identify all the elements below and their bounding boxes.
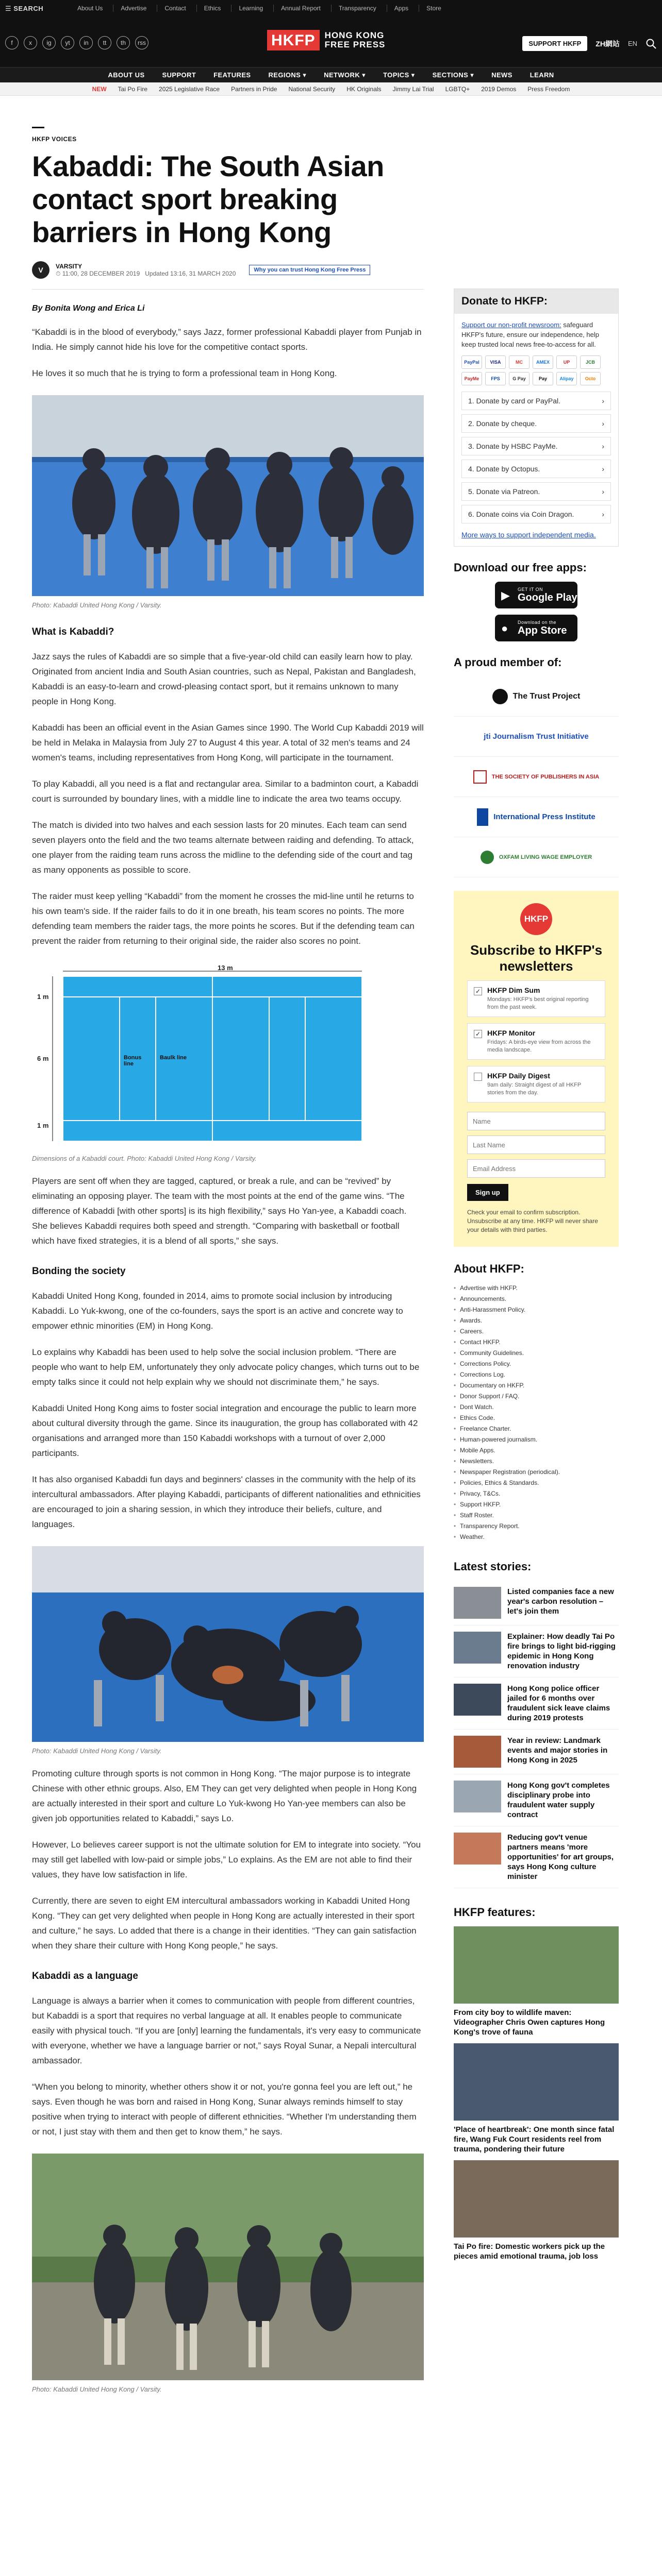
english-site-link[interactable]: EN — [627, 40, 637, 47]
payment-icon: PayPal — [461, 355, 482, 369]
nav-item[interactable]: NEWS — [491, 71, 512, 79]
payment-methods — [454, 349, 618, 387]
author-avatar: V — [32, 261, 49, 279]
about-title: About HKFP: — [454, 1262, 524, 1275]
utility-link[interactable]: Annual Report — [273, 5, 321, 12]
payment-icon: PayMe — [461, 372, 482, 385]
feature-image — [454, 2043, 619, 2121]
story-thumbnail — [454, 1632, 501, 1664]
court-width-label: 13 m — [218, 964, 233, 972]
author-name[interactable]: VARSITY — [56, 262, 82, 270]
first-name-input[interactable] — [467, 1112, 605, 1130]
about-link[interactable]: • Newsletters. — [454, 1456, 619, 1467]
member-name: OXFAM LIVING WAGE EMPLOYER — [499, 854, 592, 860]
court-side-label: 1 m — [37, 1122, 49, 1129]
new-badge: NEW — [92, 85, 107, 93]
payment-icon: JCB — [580, 355, 601, 369]
site-header — [0, 0, 662, 67]
feature-image — [454, 1926, 619, 2004]
email-input[interactable] — [467, 1159, 605, 1178]
youtube-icon[interactable]: yt — [61, 36, 74, 49]
newsletter-option-text — [487, 986, 599, 1011]
payment-icon: Octo — [580, 372, 601, 385]
donate-option-label: 2. Donate by cheque. — [468, 419, 537, 428]
nav-item[interactable]: SECTIONS ▾ — [432, 71, 474, 79]
byline: By Bonita Wong and Erica Li — [32, 304, 145, 313]
payment-icon: FPS — [485, 372, 506, 385]
feature-item[interactable] — [454, 2043, 619, 2154]
newsletter-option-text — [487, 1029, 599, 1054]
paragraph: Promoting culture through sports is not common in Hong Kong. “The major purpose is to integrate Chinese with other ethnic groups. Also, EM They can get very delighted when people in Hong Kong are actually interested in their sport and culture Lo Yuk-kwong Ho Yan-yee members can also be given job opportunities related to Kabaddi,” says Lo. — [32, 1769, 417, 1823]
clock-icon: ⏱ — [56, 269, 61, 277]
payment-icon: Alipay — [556, 372, 577, 385]
logo-line: HONG KONG — [324, 30, 385, 40]
section-tag[interactable]: HKFP VOICES — [32, 135, 77, 143]
feature-title: From city boy to wildlife maven: Videographer Chris Owen captures Hong Kong's trove of fauna — [454, 2008, 605, 2037]
topic-link[interactable]: Jimmy Lai Trial — [392, 85, 434, 93]
donate-intro-link[interactable]: Support our non-profit newsroom: — [461, 321, 561, 329]
member-logo[interactable] — [454, 676, 619, 717]
about-link[interactable]: • Dont Watch. — [454, 1402, 619, 1413]
chevron-right-icon: › — [602, 397, 604, 405]
chevron-right-icon: › — [602, 510, 604, 518]
paragraph: Players are sent off when they are tagged, captured, or break a rule, and can be “revived” by eliminating an opposing player. The team with the most points at the end of the game wins. “The difference of Kabaddi [with other sports] is its high flexibility,” says Ho Yan-yee, a Kabaddi coach. She believes Kabaddi requires both speed and strength. “Comparing with basketball or football which have fixed strategies, it is a blend of all sports,” she says. — [32, 1176, 407, 1246]
member-logo[interactable] — [454, 717, 619, 757]
donate-option-label: 4. Donate by Octopus. — [468, 465, 540, 473]
apps-section — [454, 561, 619, 641]
google-play-icon: ▶ — [501, 589, 510, 602]
payment-icon: G Pay — [509, 372, 529, 385]
member-name: THE SOCIETY OF PUBLISHERS IN ASIA — [491, 773, 600, 780]
topic-link[interactable]: 2019 Demos — [481, 85, 517, 93]
story-thumbnail — [454, 1781, 501, 1812]
newsletter-box — [454, 891, 619, 1247]
ipi-icon — [477, 808, 488, 826]
utility-link[interactable]: Learning — [231, 5, 263, 12]
donate-option-label: 3. Donate by HSBC PayMe. — [468, 442, 558, 450]
main-nav — [0, 67, 662, 82]
about-links — [454, 1283, 619, 1543]
paragraph: “Kabaddi is in the blood of everybody,” says Jazz, former professional Kabaddi player from Punjab in India. He simply cannot hide his love for the competitive contact sports. — [32, 327, 422, 352]
payment-icon: UP — [556, 355, 577, 369]
app-store-button[interactable] — [495, 615, 577, 641]
nav-item[interactable]: LEARN — [529, 71, 554, 79]
chevron-right-icon: › — [602, 465, 604, 473]
story-item[interactable] — [454, 1581, 619, 1625]
article-meta — [32, 261, 424, 279]
baulk-line-label: Baulk line — [160, 1055, 187, 1061]
utility-link[interactable]: Apps — [387, 5, 408, 12]
search-icon[interactable] — [646, 38, 657, 49]
feature-title: 'Place of heartbreak': One month since fatal fire, Wang Fuk Court residents reel from trauma, pondering their future — [454, 2125, 615, 2154]
support-button[interactable]: SUPPORT HKFP — [522, 36, 587, 51]
instagram-icon[interactable]: ig — [42, 36, 56, 49]
paragraph: Language is always a barrier when it comes to communication with people from different countries, but Kabaddi is a sport that requires no verbal language at all. It enables people to communicate easily with physical touch. “If you are [only] learning the fundamentals, it's very easy to communicate with everyone, whether we have a language barrier or not,” says Royal Sunar, a Nepali intercultural ambassador. — [32, 1996, 421, 2065]
topics-bar — [0, 82, 662, 96]
header-actions — [522, 36, 657, 51]
meta-dates — [56, 270, 236, 278]
nav-item[interactable]: REGIONS ▾ — [268, 71, 307, 79]
features-title: HKFP features: — [454, 1906, 536, 1919]
newsletter-logo: HKFP — [520, 903, 552, 935]
paragraph: Kabaddi has been an official event in the Asian Games since 1990. The World Cup Kabaddi 2019 will be held in Melaka in Malaysia from July 27 to August 4 this year. A total of 32 men's teams and 24 women's teams, including representatives from Hong Kong, will participate in the tournament. — [32, 723, 424, 762]
published-date: 11:00, 28 DECEMBER 2019 — [62, 269, 140, 277]
subheading: Kabaddi as a language — [32, 1971, 138, 1981]
member-logo[interactable] — [454, 757, 619, 797]
feature-title: Tai Po fire: Domestic workers pick up the pieces amid emotional trauma, job loss — [454, 2242, 605, 2261]
about-link[interactable]: • Contact HKFP. — [454, 1337, 619, 1348]
newsletter-note: Check your email to confirm subscription. Unsubscribe at any time. HKFP will never share your details with third parties. — [467, 1209, 598, 1233]
story-item[interactable] — [454, 1677, 619, 1730]
updated-date: Updated 13:16, 31 MARCH 2020 — [145, 269, 236, 277]
members-title: A proud member of: — [454, 656, 562, 669]
member-logo[interactable] — [454, 837, 619, 877]
paragraph: “When you belong to minority, whether others show it or not, you're gonna feel you are left out,” he says. Even though he was born and raised in Hong Kong, Sunar always reminds himself to stay positive when trying to interact with people of different ethnicities. “Whether I'm understanding them or not, I just stay with them and then get to know them,” he says. — [32, 2082, 417, 2137]
feature-image — [454, 2160, 619, 2238]
article-title: Kabaddi: The South Asian contact sport breaking barriers in Hong Kong — [32, 150, 384, 248]
member-logo[interactable] — [454, 797, 619, 837]
about-link[interactable]: • Anti-Harassment Policy. — [454, 1304, 619, 1315]
paragraph: Jazz says the rules of Kabaddi are so simple that a five-year-old child can easily learn how to play. Originated from ancient India and South Asian countries, such as Nepal, Pakistan and Bangladesh, Kabaddi is an easy-to-learn and crowd-pleasing contact sport, but it remains unknown to many people in Hong Kong. — [32, 652, 416, 706]
donate-title: Donate to HKFP: — [454, 289, 618, 314]
article-photo — [32, 1546, 424, 1742]
latest-title: Latest stories: — [454, 1560, 532, 1573]
apple-icon: ● — [501, 622, 508, 635]
story-title: Hong Kong gov't completes disciplinary probe into fraudulent water supply contract — [507, 1781, 610, 1819]
about-link[interactable]: • Community Guidelines. — [454, 1348, 619, 1359]
about-link[interactable]: • Corrections Log. — [454, 1369, 619, 1380]
court-side-label: 1 m — [37, 993, 49, 1001]
about-link[interactable]: • Donor Support / FAQ. — [454, 1391, 619, 1402]
newsletter-option-title: HKFP Daily Digest — [487, 1072, 550, 1080]
topic-link[interactable]: Tai Po Fire — [118, 85, 148, 93]
topic-link[interactable]: LGBTQ+ — [445, 85, 470, 93]
topic-link[interactable]: Partners in Pride — [231, 85, 277, 93]
story-thumbnail — [454, 1833, 501, 1865]
store-small-text: GET IT ON — [518, 586, 543, 592]
donate-option-label: 6. Donate coins via Coin Dragon. — [468, 510, 574, 518]
utility-link[interactable]: Transparency — [331, 5, 376, 12]
payment-icon: VISA — [485, 355, 506, 369]
paragraph: The raider must keep yelling “Kabaddi” from the moment he crosses the mid-line until he returns to his own team's side. If the raider fails to do it in one breath, his team scores no points. The more defending team members the raider tags, the more points he scores. But if the defending team can prevent the raider from returning to their original side, the raider also scores no point. — [32, 891, 415, 946]
about-link[interactable]: • Documentary on HKFP. — [454, 1380, 619, 1391]
topic-link[interactable]: 2025 Legislative Race — [159, 85, 220, 93]
about-link[interactable]: • Advertise with HKFP. — [454, 1283, 619, 1294]
donate-option[interactable] — [461, 460, 611, 478]
paragraph: Kabaddi United Hong Kong, founded in 2014, aims to promote social inclusion by introducing Kabaddi. Lo Yuk-kwong, one of the co-founders, says the sport is an active and concrete way to empower ethnic minorities (EM) in Hong Kong. — [32, 1291, 403, 1331]
newsletter-checkbox[interactable]: ✓ — [474, 1030, 482, 1038]
paragraph: It has also organised Kabaddi fun days and beginners' classes in the community with the help of its intercultural ambassadors. After playing Kabaddi, participants of different nationalities and ethnicities are encouraged to join a sharing session, in which they introduce their beliefs, culture, and languages. — [32, 1475, 421, 1529]
donate-option-label: 5. Donate via Patreon. — [468, 487, 540, 496]
story-title: Listed companies face a new year's carbon resolution – let's join them — [507, 1587, 614, 1616]
about-link[interactable]: • Human-powered journalism. — [454, 1434, 619, 1445]
about-link[interactable]: • Privacy, T&Cs. — [454, 1488, 619, 1499]
subheading: What is Kabaddi? — [32, 626, 114, 637]
about-link[interactable]: • Careers. — [454, 1326, 619, 1337]
story-thumbnail — [454, 1587, 501, 1619]
about-link[interactable]: • Staff Roster. — [454, 1510, 619, 1521]
article-photo — [32, 2154, 424, 2380]
paragraph: He loves it so much that he is trying to form a professional team in Hong Kong. — [32, 368, 337, 378]
story-thumbnail — [454, 1684, 501, 1716]
facebook-icon[interactable]: f — [5, 36, 19, 49]
tiktok-icon[interactable]: tt — [98, 36, 111, 49]
utility-link[interactable]: Contact — [157, 5, 186, 12]
story-title: Hong Kong police officer jailed for 6 months over fraudulent sick leave claims during 2019 protests — [507, 1684, 610, 1722]
about-link[interactable]: • Ethics Code. — [454, 1413, 619, 1423]
newsletter-option-title: HKFP Monitor — [487, 1029, 536, 1037]
photo-outdoor-game — [32, 2154, 424, 2380]
payment-icon: MC — [509, 355, 529, 369]
more-ways-link[interactable]: More ways to support independent media. — [461, 531, 596, 539]
donate-option[interactable] — [461, 482, 611, 501]
member-name: jti Journalism Trust Initiative — [484, 732, 589, 741]
sidebar — [454, 289, 619, 2261]
paragraph: Kabaddi United Hong Kong aims to foster social integration and encourage the public to learn more about cultural diversity through the game. Since its inauguration, the group has collaborated with 42 organisations and arranged more than 150 Kabaddi workshops with a turnout of over 2,000 participants. — [32, 1403, 418, 1458]
members-section — [454, 656, 619, 877]
search-label: SEARCH — [13, 5, 44, 12]
menu-icon: ☰ — [5, 5, 12, 12]
logo-words — [325, 31, 386, 49]
paragraph: The match is divided into two halves and each session lasts for 20 minutes. Each team can send seven players onto the field and the two teams alternate between raiding and defending. To attack, one player from the raiding team runs across the midline to the defending side of the court and tag as many opponents as possible to score. — [32, 820, 414, 875]
utility-links — [77, 5, 441, 12]
story-title: Reducing gov't venue partners means 'more opportunities' for art groups, says Hong Kong culture minister — [507, 1833, 614, 1881]
paragraph: However, Lo believes career support is not the ultimate solution for EM to integrate into society. “You may still get labelled with low-paid or simple jobs,” Lo explains. As the EM are not able to find their values, they have low satisfaction in life. — [32, 1840, 421, 1879]
newsletter-option-desc: Fridays: A birds-eye view from across the media landscape. — [487, 1039, 591, 1053]
nav-item[interactable]: FEATURES — [213, 71, 251, 79]
nav-item[interactable]: TOPICS ▾ — [383, 71, 415, 79]
donate-option[interactable] — [461, 392, 611, 410]
story-title: Year in review: Landmark events and major stories in Hong Kong in 2025 — [507, 1736, 608, 1765]
store-big-text: Google Play — [518, 591, 577, 603]
paragraph: To play Kabaddi, all you need is a flat and rectangular area. Similar to a badminton court, a Kabaddi court is surrounded by boundary lines, with a middle line to indicate the area two teams occupy. — [32, 779, 419, 804]
about-link[interactable]: • Policies, Ethics & Standards. — [454, 1478, 619, 1488]
donate-option[interactable] — [461, 414, 611, 433]
x-icon[interactable]: x — [24, 36, 37, 49]
photo-caption: Photo: Kabaddi United Hong Kong / Varsity. — [32, 601, 162, 609]
trust-link[interactable]: Why you can trust Hong Kong Free Press — [249, 265, 370, 275]
payment-icon: AMEX — [533, 355, 553, 369]
about-section — [454, 1262, 619, 1543]
google-play-button[interactable] — [495, 582, 577, 608]
about-link[interactable]: • Freelance Charter. — [454, 1423, 619, 1434]
linkedin-icon[interactable]: in — [79, 36, 93, 49]
donate-box — [454, 289, 619, 547]
about-link[interactable]: • Announcements. — [454, 1294, 619, 1304]
trust-project-icon — [492, 689, 508, 704]
court-diagram — [32, 964, 424, 1149]
newsletter-option[interactable] — [467, 1066, 605, 1103]
feature-item[interactable] — [454, 2160, 619, 2261]
newsletter-option[interactable] — [467, 1023, 605, 1060]
about-link[interactable]: • Awards. — [454, 1315, 619, 1326]
threads-icon[interactable]: th — [117, 36, 130, 49]
section-rule — [32, 127, 44, 128]
story-item[interactable] — [454, 1774, 619, 1826]
paragraph: Currently, there are seven to eight EM intercultural ambassadors working in Kabaddi United Hong Kong. “They can get very delighted when people in Hong Kong are actually interested in their sport and culture,” he says. Lo added that there is a change in their identities. “They can gain satisfaction when they share their culture with Hong Kong people,” he says. — [32, 1896, 417, 1951]
search-button[interactable] — [5, 5, 43, 13]
features-section — [454, 1906, 619, 2261]
story-item[interactable] — [454, 1625, 619, 1677]
about-link[interactable]: • Weather. — [454, 1532, 619, 1543]
donate-option[interactable] — [461, 505, 611, 523]
chevron-right-icon: › — [602, 487, 604, 496]
bonus-line-label: Bonus line — [124, 1055, 142, 1067]
story-title: Explainer: How deadly Tai Po fire brings to light bid-rigging epidemic in Hong Kong renovation industry — [507, 1632, 616, 1670]
newsletter-option-desc: Mondays: HKFP's best original reporting from the past week. — [487, 996, 589, 1010]
latest-stories — [454, 1560, 619, 1888]
newsletter-option-title: HKFP Dim Sum — [487, 986, 540, 994]
about-link[interactable]: • Newspaper Registration (periodical). — [454, 1467, 619, 1478]
store-big-text: App Store — [518, 624, 567, 636]
logo-mark: HKFP — [267, 30, 320, 50]
photo-caption: Photo: Kabaddi United Hong Kong / Varsity. — [32, 1747, 162, 1755]
site-logo[interactable] — [267, 30, 385, 50]
court-drawing — [32, 964, 424, 1149]
utility-link[interactable]: Store — [419, 5, 441, 12]
signup-button[interactable]: Sign up — [467, 1184, 508, 1201]
about-link[interactable]: • Support HKFP. — [454, 1499, 619, 1510]
topic-link[interactable]: Press Freedom — [527, 85, 570, 93]
about-link[interactable]: • Corrections Policy. — [454, 1359, 619, 1369]
newsletter-checkbox[interactable]: ✓ — [474, 987, 482, 995]
rss-icon[interactable]: rss — [135, 36, 148, 49]
article — [32, 127, 424, 2393]
meta-text — [56, 263, 236, 278]
logo-line: FREE PRESS — [324, 40, 386, 49]
topic-link[interactable]: National Security — [288, 85, 336, 93]
about-link[interactable]: • Mobile Apps. — [454, 1445, 619, 1456]
donate-option[interactable] — [461, 437, 611, 455]
utility-link[interactable]: Ethics — [196, 5, 221, 12]
store-small-text: Download on the — [518, 619, 557, 625]
chevron-right-icon: › — [602, 442, 604, 450]
utility-link[interactable]: Advertise — [113, 5, 146, 12]
donate-option-label: 1. Donate by card or PayPal. — [468, 397, 560, 405]
member-name: The Trust Project — [512, 691, 581, 701]
nav-item[interactable]: NETWORK ▾ — [324, 71, 366, 79]
diagram-caption: Dimensions of a Kabaddi court. Photo: Kabaddi United Hong Kong / Varsity. — [32, 1155, 257, 1162]
photo-players-tackle — [32, 1546, 424, 1742]
last-name-input[interactable] — [467, 1136, 605, 1154]
photo-players-training — [32, 395, 424, 596]
photo-caption: Photo: Kabaddi United Hong Kong / Varsity. — [32, 2385, 162, 2393]
member-name: International Press Institute — [493, 812, 595, 821]
newsletter-checkbox[interactable] — [474, 1073, 482, 1081]
chevron-right-icon: › — [602, 419, 604, 428]
donate-intro — [454, 314, 618, 349]
newsletter-option-text — [487, 1072, 599, 1097]
sopa-icon — [473, 770, 487, 784]
oxfam-icon — [481, 851, 494, 864]
nav-item[interactable]: SUPPORT — [162, 71, 196, 79]
newsletter-title: Subscribe to HKFP's newsletters — [470, 942, 603, 974]
story-item[interactable] — [454, 1826, 619, 1888]
article-photo — [32, 395, 424, 596]
story-item[interactable] — [454, 1730, 619, 1774]
chinese-site-link[interactable]: ZH網站 — [595, 39, 620, 48]
donate-intro-text: safeguard HKFP's future, ensure our independence, help keep trusted local news free-to-access for all. — [461, 321, 599, 348]
paragraph: Lo explains why Kabaddi has been used to help solve the social inclusion problem. “There are people who want to help EM, unfortunately they only advocate policy changes, which turns out to be empty talks since it could not help explain why we should not discriminate them,” he says. — [32, 1347, 420, 1387]
newsletter-option-desc: 9am daily: Straight digest of all HKFP stories from the day. — [487, 1082, 581, 1096]
newsletter-option[interactable] — [467, 980, 605, 1017]
feature-item[interactable] — [454, 1926, 619, 2037]
about-link[interactable]: • Transparency Report. — [454, 1521, 619, 1532]
social-links — [5, 36, 148, 49]
divider — [32, 289, 424, 290]
nav-item[interactable]: ABOUT US — [108, 71, 145, 79]
subheading: Bonding the society — [32, 1266, 126, 1277]
court-side-label: 6 m — [37, 1055, 49, 1062]
story-thumbnail — [454, 1736, 501, 1768]
topic-link[interactable]: HK Originals — [346, 85, 382, 93]
payment-icon: Pay — [533, 372, 553, 385]
apps-title: Download our free apps: — [454, 561, 587, 574]
utility-link[interactable]: About Us — [77, 5, 103, 12]
